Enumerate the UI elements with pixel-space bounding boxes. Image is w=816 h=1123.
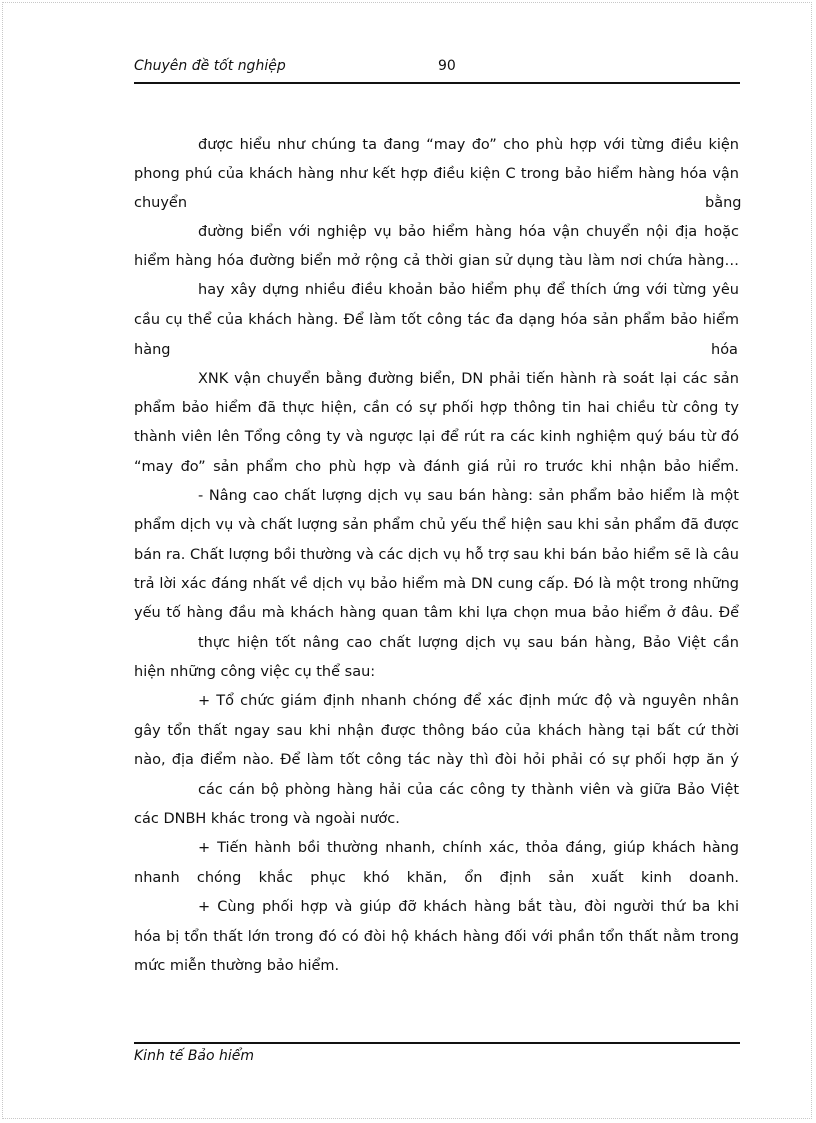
text-line: cầu cụ thể của khách hàng. Để làm tốt công tác đa dạng hóa sản phẩm bảo hiểm [134,312,739,328]
page-footer [134,1042,740,1064]
text-line: đường biển với nghiệp vụ bảo hiểm hàng hóa vận chuyển nội địa hoặc [198,224,739,240]
page-number: 90 [438,58,456,74]
text-line: “may đo” sản phẩm cho phù hợp và đánh giá rủi ro trước khi nhận bảo hiểm. [134,459,739,475]
text-line: các DNBH khác trong và ngoài nước. [134,811,400,827]
text-line: bán ra. Chất lượng bồi thường và các dịch vụ hỗ trợ sau khi bán bảo hiểm sẽ là câu [134,547,739,563]
text-line: gây tổn thất ngay sau khi nhận được thông báo của khách hàng tại bất cứ thời [134,723,739,739]
page-header [134,56,740,84]
text-line: mức miễn thường bảo hiểm. [134,958,340,974]
text-line: các cán bộ phòng hàng hải của các công ty thành viên và giữa Bảo Việt [198,782,739,798]
text-line: nào, địa điểm nào. Để làm tốt công tác này thì đòi hỏi phải có sự phối hợp ăn ý [134,752,739,768]
text-line: bằng [705,195,742,211]
text-line: hiện những công việc cụ thể sau: [134,664,376,680]
text-line: phẩm dịch vụ và chất lượng sản phẩm chủ yếu thể hiện sau khi sản phẩm đã được [134,517,739,533]
text-line: + Tổ chức giám định nhanh chóng để xác định mức độ và nguyên nhân [198,693,739,709]
text-line: hiểm hàng hóa đường biển mở rộng cả thời gian sử dụng tàu làm nơi chứa hàng… [134,253,739,269]
text-line: trả lời xác đáng nhất về dịch vụ bảo hiểm mà DN cung cấp. Đó là một trong những [134,576,739,592]
text-line: - Nâng cao chất lượng dịch vụ sau bán hàng: sản phẩm bảo hiểm là một [198,488,739,504]
footer-text: Kinh tế Bảo hiểm [134,1048,255,1064]
header-title: Chuyên đề tốt nghiệp [134,58,286,74]
text-line: phẩm bảo hiểm đã thực hiện, cần có sự phối hợp thông tin hai chiều từ công ty [134,400,739,416]
text-line: chuyển [134,195,188,211]
text-line: được hiểu như chúng ta đang “may đo” cho phù hợp với từng điều kiện [198,137,739,153]
text-line: yếu tố hàng đầu mà khách hàng quan tâm khi lựa chọn mua bảo hiểm ở đâu. Để [134,605,739,621]
text-line: + Tiến hành bồi thường nhanh, chính xác, thỏa đáng, giúp khách hàng [198,840,739,856]
text-line: hay xây dựng nhiều điều khoản bảo hiểm phụ để thích ứng với từng yêu [198,282,739,298]
text-line: phong phú của khách hàng như kết hợp điều kiện C trong bảo hiểm hàng hóa vận [134,166,739,182]
text-line: + Cùng phối hợp và giúp đỡ khách hàng bắt tàu, đòi người thứ ba khi [198,899,739,915]
text-line: thực hiện tốt nâng cao chất lượng dịch vụ sau bán hàng, Bảo Việt cần [198,635,739,651]
text-line: hóa bị tổn thất lớn trong đó có đòi hộ khách hàng đối với phần tổn thất nằm trong [134,929,739,945]
text-line: XNK vận chuyển bằng đường biển, DN phải tiến hành rà soát lại các sản [198,371,739,387]
text-line: hàng [134,342,171,358]
text-line: hóa [711,342,738,358]
text-line: nhanh chóng khắc phục khó khăn, ổn định sản xuất kinh doanh. [134,870,739,886]
text-line: thành viên lên Tổng công ty và ngược lại để rút ra các kinh nghiệm quý báu từ đó [134,429,739,445]
